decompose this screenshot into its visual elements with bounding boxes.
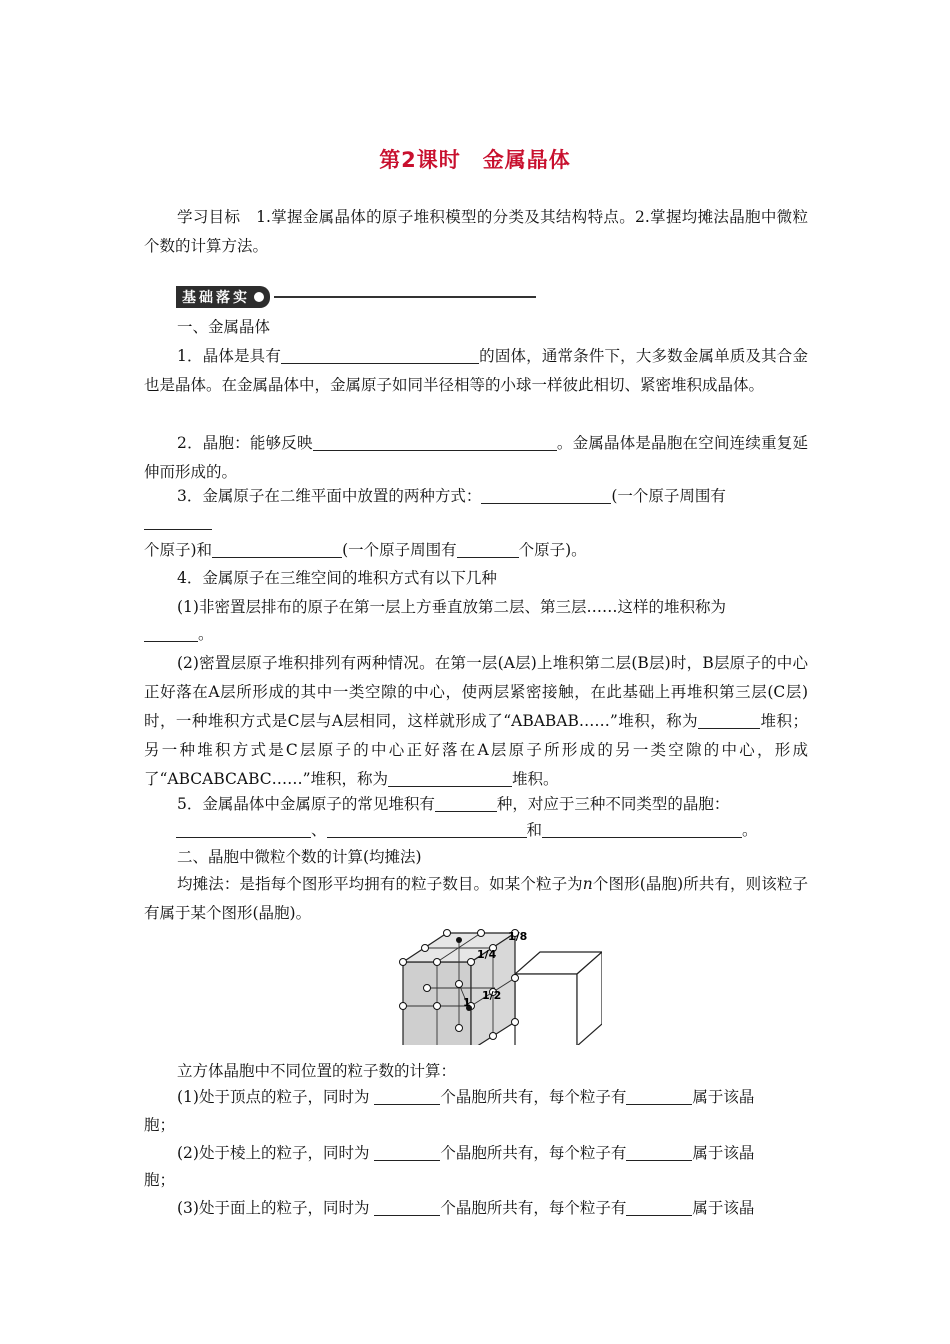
- item4-2-text-b: 堆积；另一种堆积方式是C层原子的中心正好落在A层原子所形成的另一类空隙的中心，形成了“ABCABCABC……”堆积，称为: [144, 712, 808, 788]
- item3-text-c: 个原子)和: [144, 541, 213, 559]
- fraction-label-half: 1/2: [482, 989, 502, 1002]
- answer-blank[interactable]: [374, 1089, 440, 1106]
- item-3-line3: [144, 536, 816, 565]
- answer-blank[interactable]: [698, 713, 760, 730]
- answer-blank[interactable]: [388, 771, 512, 788]
- def-text-a: 均摊法：是指每个图形平均拥有的粒子数目。如某个粒子为: [177, 875, 583, 893]
- q3-text-a: (3)处于面上的粒子，同时为: [177, 1199, 375, 1217]
- answer-blank[interactable]: [374, 1200, 440, 1217]
- answer-blank[interactable]: [374, 1145, 440, 1162]
- section-badge: [176, 286, 270, 308]
- section-divider: [274, 296, 536, 298]
- item5-text-a: 5．金属晶体中金属原子的常见堆积有: [177, 795, 435, 813]
- objectives-label: 学习目标: [177, 208, 241, 226]
- def-text-b: 个图形(晶胞)所共有，则该粒子有属于某个图形(晶胞)。: [144, 875, 808, 922]
- item2-text-b: 。金属晶体是晶胞在空间连续重复延伸而形成的。: [144, 434, 808, 481]
- question-2: [144, 1139, 816, 1168]
- item3-text-b: (一个原子周围有: [611, 487, 726, 505]
- q3-text-b: 个晶胞所共有，每个粒子有: [440, 1199, 627, 1217]
- item1-text-a: 1．晶体是具有: [177, 347, 282, 365]
- q2-text-b: 个晶胞所共有，每个粒子有: [440, 1144, 627, 1162]
- section-header: [176, 287, 536, 307]
- section-badge-label: 基础落实: [182, 290, 250, 306]
- item4-2-text-a: (2)密置层原子堆积排列有两种情况。在第一层(A层)上堆积第二层(B层)时，B层原子的中心正好落在A层所形成的其中一类空隙的中心，使两层紧密接触，在此基础上再堆积第三层(C层)时，一种堆积方式是C层与A层相同，这样就形成了“ABABAB……”堆积，称为: [144, 654, 808, 730]
- item-1: [144, 342, 808, 400]
- answer-blank[interactable]: [176, 822, 311, 839]
- fraction-label-whole: 1: [463, 996, 471, 1009]
- question-2-cont: 胞；: [144, 1171, 176, 1189]
- q1-text-b: 个晶胞所共有，每个粒子有: [440, 1088, 627, 1106]
- answer-blank[interactable]: [212, 542, 342, 559]
- def-n: n: [582, 875, 593, 893]
- answer-blank[interactable]: [626, 1145, 692, 1162]
- answer-blank[interactable]: [313, 435, 557, 452]
- objectives-text: 1.掌握金属晶体的原子堆积模型的分类及其结构特点。2.掌握均摊法晶胞中微粒个数的计算方法。: [144, 208, 808, 255]
- question-3: [144, 1194, 816, 1223]
- fraction-label-eighth: 1/8: [508, 930, 528, 943]
- item5-sep2: 和: [526, 821, 543, 839]
- answer-blank[interactable]: [281, 348, 479, 365]
- item3-text-d: (一个原子周围有: [342, 541, 457, 559]
- cube-intro: 立方体晶胞中不同位置的粒子数的计算：: [177, 1062, 457, 1080]
- answer-blank[interactable]: [626, 1200, 692, 1217]
- item-2: [144, 429, 808, 487]
- item-5-blanks: [176, 816, 848, 845]
- question-1-cont: 胞；: [144, 1116, 176, 1134]
- question-1: [144, 1083, 816, 1112]
- answer-blank[interactable]: [327, 822, 527, 839]
- q1-text-a: (1)处于顶点的粒子，同时为: [177, 1088, 375, 1106]
- item5-end: 。: [742, 821, 758, 839]
- q2-text-a: (2)处于棱上的粒子，同时为: [177, 1144, 375, 1162]
- answer-blank[interactable]: [457, 542, 519, 559]
- q1-text-c: 属于该晶: [692, 1088, 755, 1106]
- particle-dot-dark: [456, 937, 462, 943]
- item1-text-b: 的固体，通常条件下，大多数金属单质及其合金也是晶体。在金属晶体中，金属原子如同半径相等的小球一样彼此相切、紧密堆积成晶体。: [144, 347, 808, 394]
- page-title: 第2课时 金属晶体: [379, 148, 571, 172]
- learning-objectives: [144, 203, 808, 261]
- item-4-2: [144, 649, 808, 794]
- answer-blank[interactable]: [542, 822, 742, 839]
- averaging-definition: [144, 870, 808, 928]
- part1-heading: 一、金属晶体: [177, 318, 271, 336]
- answer-blank[interactable]: [435, 796, 497, 813]
- item5-text-b: 种，对应于三种不同类型的晶胞：: [496, 795, 730, 813]
- unit-cell-diagram: [397, 928, 602, 1045]
- answer-blank[interactable]: [481, 488, 611, 505]
- item3-text-e: 个原子)。: [518, 541, 587, 559]
- fraction-label-quarter: 1/4: [477, 948, 497, 961]
- item-5: [144, 790, 816, 819]
- part2-heading: 二、晶胞中微粒个数的计算(均摊法): [177, 848, 422, 866]
- answer-blank[interactable]: [626, 1089, 692, 1106]
- item-4-1-cont: [144, 620, 816, 649]
- item-3-line2: [144, 508, 816, 537]
- item5-sep1: 、: [311, 821, 327, 839]
- answer-blank[interactable]: [144, 514, 212, 531]
- bullet-dot-icon: [254, 292, 264, 302]
- cuboid-front-face: [515, 974, 577, 1045]
- item4-1-end: 。: [198, 625, 214, 643]
- answer-blank[interactable]: [144, 626, 198, 643]
- item3-text-a: 3．金属原子在二维平面中放置的两种方式：: [177, 487, 482, 505]
- item-4: 4．金属原子在三维空间的堆积方式有以下几种: [177, 569, 497, 587]
- item2-text-a: 2．晶胞：能够反映: [177, 434, 313, 452]
- q3-text-c: 属于该晶: [692, 1199, 755, 1217]
- item-3-line1: [144, 482, 816, 511]
- q2-text-c: 属于该晶: [692, 1144, 755, 1162]
- item-4-1: (1)非密置层排布的原子在第一层上方垂直放第二层、第三层……这样的堆积称为: [177, 598, 726, 616]
- item4-2-text-c: 堆积。: [512, 770, 559, 788]
